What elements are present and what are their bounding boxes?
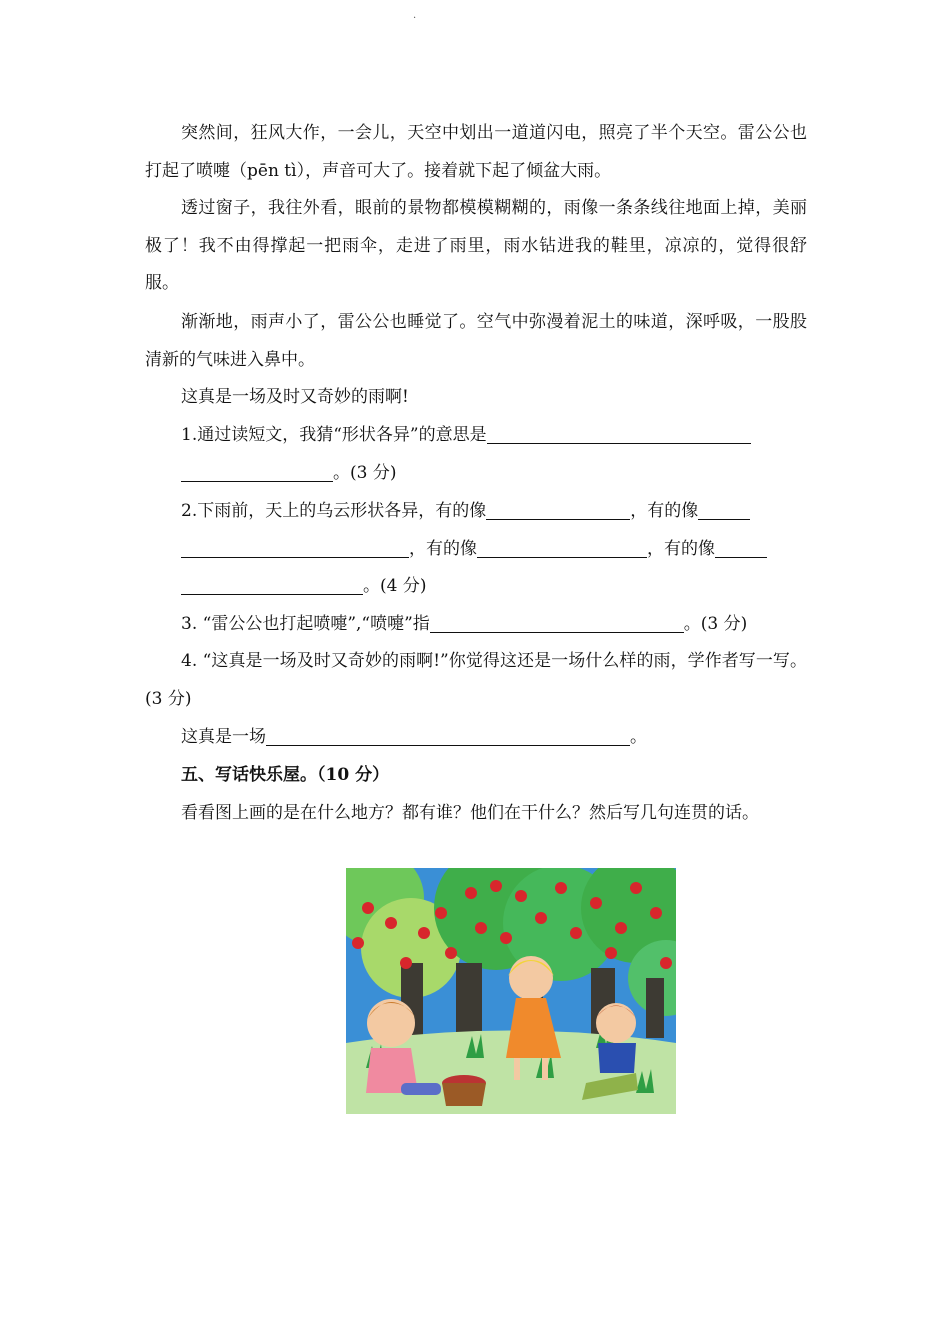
apple [570,927,582,939]
apple [515,890,527,902]
question-4-answer [181,719,647,757]
question-1-cont [181,455,396,493]
question-2-blank-1[interactable] [486,497,630,520]
question-1-text: 1.通过读短文，我猜“形状各异”的意思是 [181,425,487,445]
apple [630,882,642,894]
story-paragraph-1: 突然间，狂风大作，一会儿，天空中划出一道道闪电，照亮了半个天空。雷公公也打起了喷嚏（pēn tì），声音可大了。接着就下起了倾盆大雨。 [145,123,807,181]
story-paragraph-4: 这真是一场及时又奇妙的雨啊! [181,387,409,407]
boy-shirt [598,1043,636,1073]
question-2 [181,493,750,531]
apple [490,880,502,892]
question-3-score: 。(3 分) [683,614,748,634]
apple-orchard-illustration [346,868,676,1114]
apple [418,927,430,939]
question-2-blank-3[interactable] [477,535,647,558]
apple-basket [442,1075,486,1106]
question-4: 4. “这真是一场及时又奇妙的雨啊!”你觉得这还是一场什么样的雨，学作者写一写。(3 分) [145,651,807,709]
question-2-sep-2: ，有的像 [409,539,477,559]
apple [555,882,567,894]
question-3-text: 3. “雷公公也打起喷嚏”,“喷嚏”指 [181,614,430,634]
story-paragraph-3: 渐渐地，雨声小了，雷公公也睡觉了。空气中弥漫着泥土的味道，深呼吸，一股股清新的气味进入鼻中。 [145,312,807,370]
header-dot: . [413,10,417,21]
question-4-blank[interactable] [266,723,630,746]
question-2-sep-3: ，有的像 [647,539,715,559]
question-4-answer-text: 这真是一场 [181,727,266,747]
question-1-score: 。(3 分) [333,463,397,483]
question-2-blank-2b[interactable] [181,535,409,558]
question-2-score: 。(4 分) [363,576,427,596]
girl-head [367,999,415,1047]
apple [400,957,412,969]
question-1-blank-a[interactable] [487,421,751,444]
apple [500,932,512,944]
tree-trunk-5 [646,978,664,1038]
question-4-answer-end: 。 [630,727,647,747]
question-1-blank-b[interactable] [181,459,333,482]
apple [362,902,374,914]
apple [352,937,364,949]
boy-head [596,1003,636,1043]
question-2-blank-4b[interactable] [181,572,363,595]
girl-legs [401,1083,441,1095]
apple [660,957,672,969]
question-3 [181,606,747,644]
apple [615,922,627,934]
apple [435,907,447,919]
girl2-head [509,956,553,1000]
section-5-title: 五、写话快乐屋。（10 分） [181,765,390,785]
apple [590,897,602,909]
apple [445,947,457,959]
apple [465,887,477,899]
section-5-prompt: 看看图上画的是在什么地方？都有谁？他们在干什么？然后写几句连贯的话。 [181,803,759,823]
apple [385,917,397,929]
question-3-blank[interactable] [430,610,684,633]
question-2-cont [181,531,767,569]
apple [535,912,547,924]
orchard-drawing [346,868,676,1114]
apple [475,922,487,934]
question-2-blank-2a[interactable] [698,497,750,520]
story-paragraph-2: 透过窗子，我往外看，眼前的景物都模模糊糊的，雨像一条条线往地面上掉，美丽极了！我不由得撑起一把雨伞，走进了雨里，雨水钻进我的鞋里，凉凉的，觉得很舒服。 [145,198,807,293]
question-1 [181,417,751,455]
question-2-sep-1: ，有的像 [630,501,699,521]
apple [650,907,662,919]
question-2-text: 2.下雨前，天上的乌云形状各异，有的像 [181,501,487,521]
question-2-blank-4a[interactable] [715,535,767,558]
apple [605,947,617,959]
question-2-cont2 [181,568,426,606]
